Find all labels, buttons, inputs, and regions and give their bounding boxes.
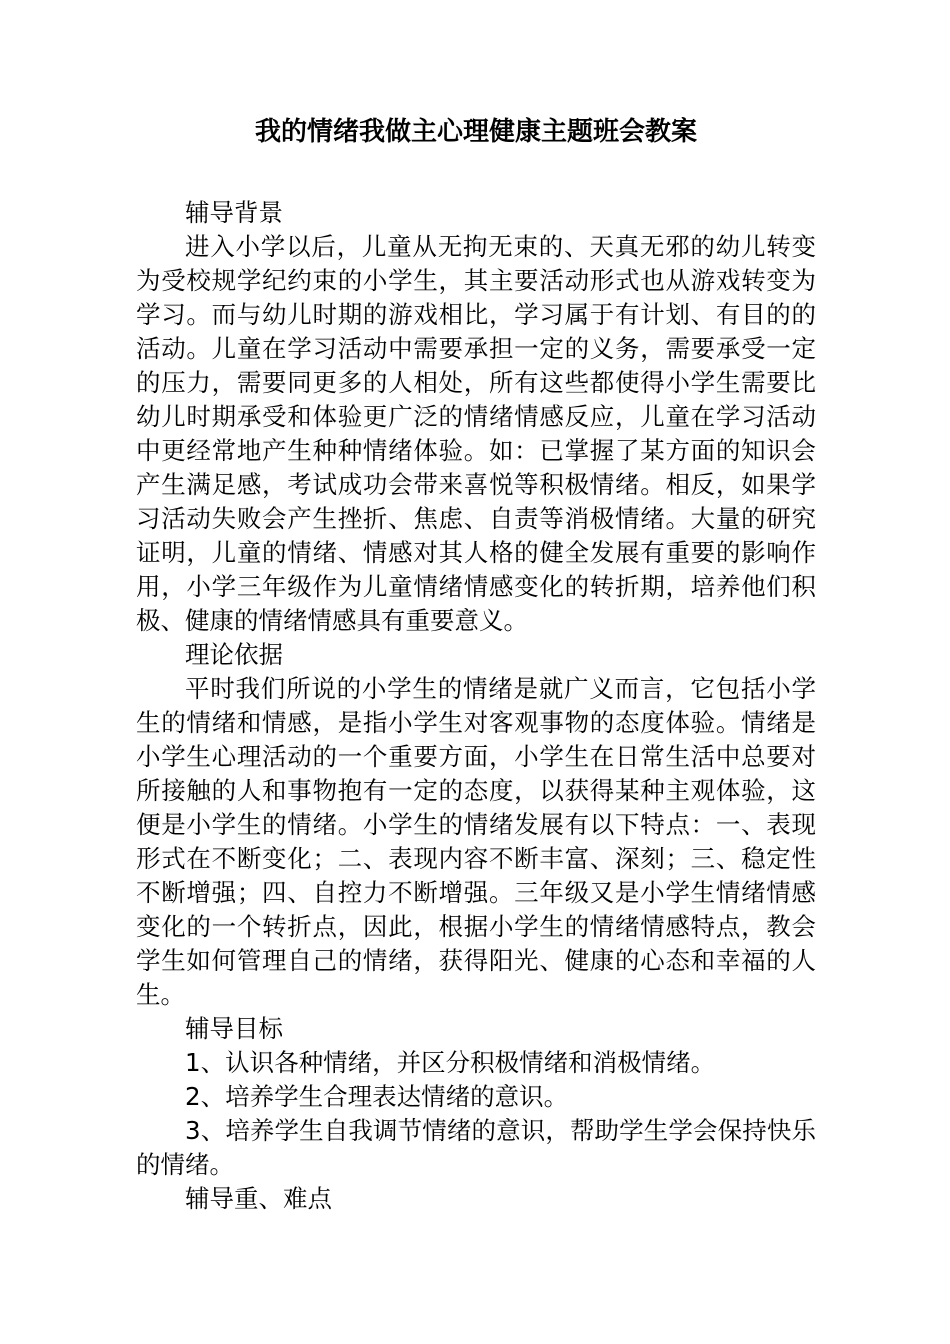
- section-theory: [136, 638, 816, 1012]
- goal-item-2: 2、培养学生合理表达情绪的意识。: [185, 1082, 569, 1111]
- document-page: [136, 112, 816, 1216]
- document-title: 我的情绪我做主心理健康主题班会教案: [254, 117, 697, 147]
- section-heading-theory: 理论依据: [185, 640, 283, 669]
- section-heading-background: 辅导背景: [185, 198, 283, 227]
- section-goals: [136, 1012, 816, 1182]
- goal-item-1: 1、认识各种情绪，并区分积极情绪和消极情绪。: [185, 1048, 716, 1077]
- paragraph-background: 进入小学以后，儿童从无拘无束的、天真无邪的幼儿转变为受校规学纪约束的小学生，其主要活动形式也从游戏转变为学习。而与幼儿时期的游戏相比，学习属于有计划、有目的的活动。儿童在学习活动中需要承担一定的义务，需要承受一定的压力，需要同更多的人相处，所有这些都使得小学生需要比幼儿时期承受和体验更广泛的情绪情感反应，儿童在学习活动中更经常地产生种种情绪体验。如：已掌握了某方面的知识会产生满足感，考试成功会带来喜悦等积极情绪。相反，如果学习活动失败会产生挫折、焦虑、自责等消极情绪。大量的研究证明，儿童的情绪、情感对其人格的健全发展有重要的影响作用，小学三年级作为儿童情绪情感变化的转折期，培养他们积极、健康的情绪情感具有重要意义。: [136, 232, 816, 635]
- section-key-points: [136, 1182, 816, 1216]
- section-heading-goals: 辅导目标: [185, 1014, 283, 1043]
- section-heading-key-points: 辅导重、难点: [185, 1184, 332, 1213]
- goal-item-3: 3、培养学生自我调节情绪的意识，帮助学生学会保持快乐的情绪。: [136, 1116, 816, 1179]
- section-background: [136, 196, 816, 638]
- paragraph-theory: 平时我们所说的小学生的情绪是就广义而言，它包括小学生的情绪和情感，是指小学生对客观事物的态度体验。情绪是小学生心理活动的一个重要方面，小学生在日常生活中总要对所接触的人和事物抱有一定的态度，以获得某种主观体验，这便是小学生的情绪。小学生的情绪发展有以下特点：一、表现形式在不断变化；二、表现内容不断丰富、深刻；三、稳定性不断增强；四、自控力不断增强。三年级又是小学生情绪情感变化的一个转折点，因此，根据小学生的情绪情感特点，教会学生如何管理自己的情绪，获得阳光、健康的心态和幸福的人生。: [136, 674, 816, 1009]
